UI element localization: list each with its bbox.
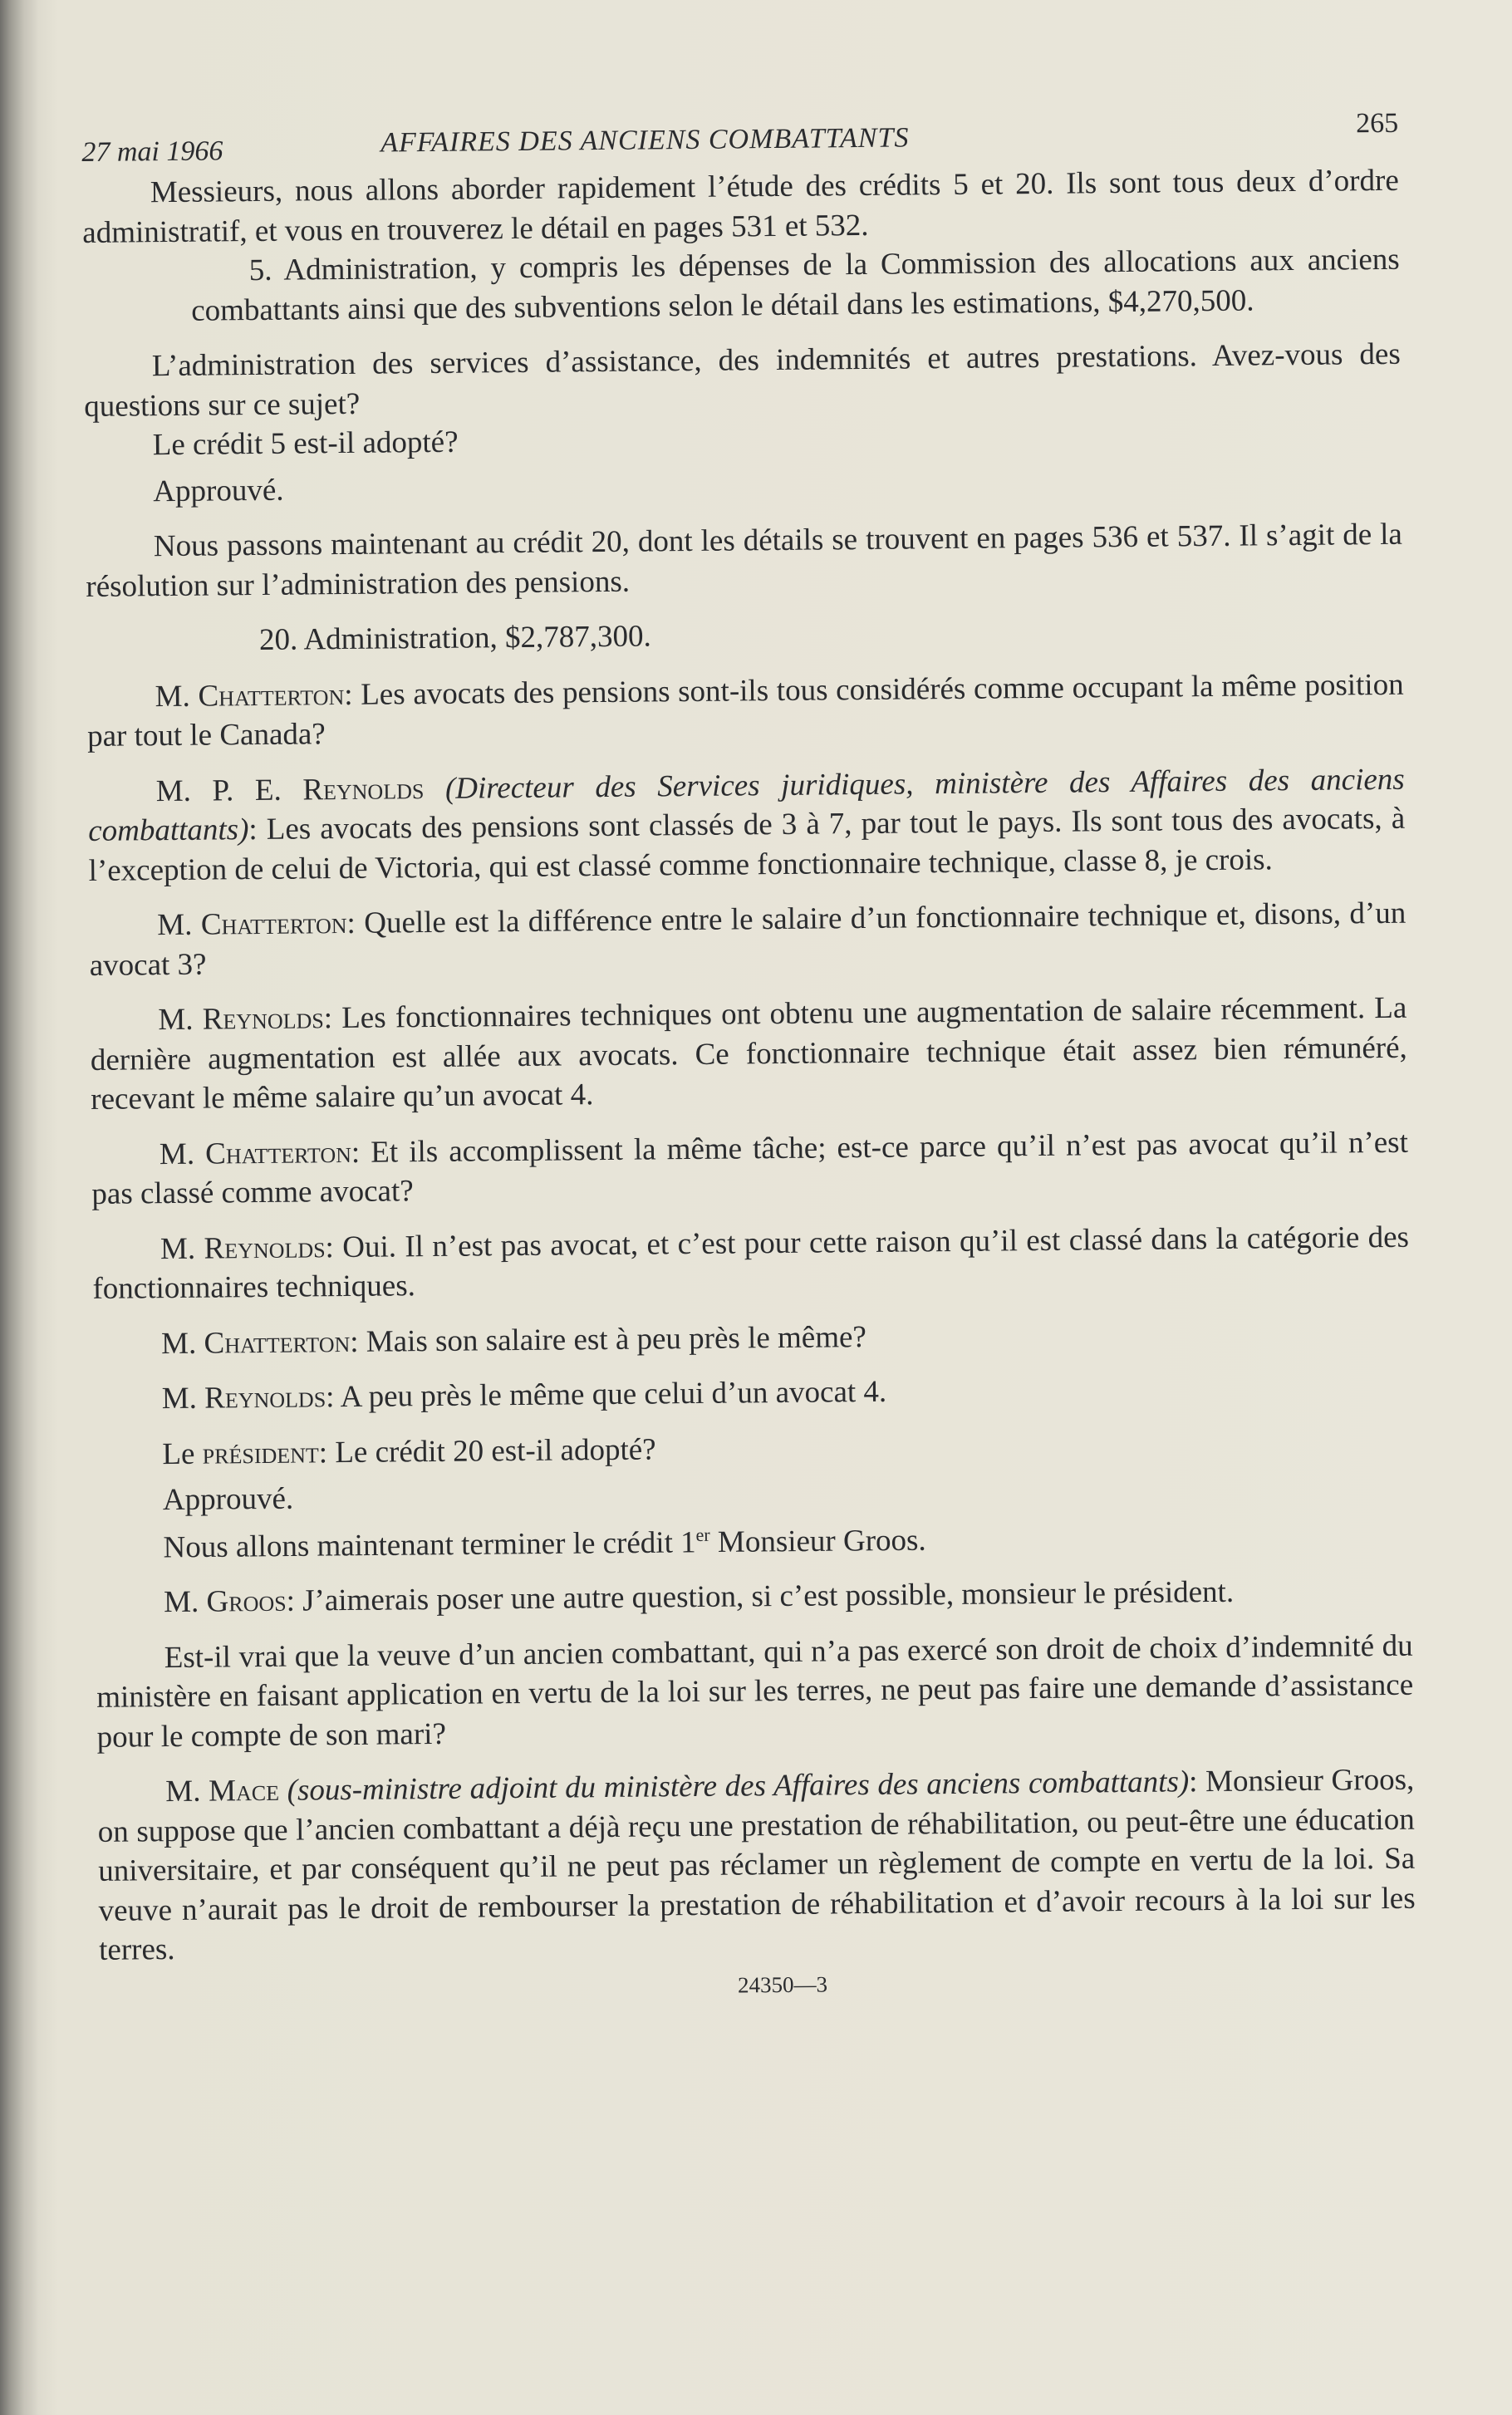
speech-text-2: Monsieur Groos. xyxy=(709,1523,926,1559)
paragraph-chatterton-1 xyxy=(86,665,1404,756)
speaker-name: M. Chatterton: xyxy=(157,906,356,943)
speech-text: Les fonctionnaires techniques ont obtenu une augmentation de salaire récemment. La dernière augmentation est allée aux avocats. Ce fonctionnaire technique était assez bien rémunéré, recevant le même salaire qu’un avocat 4. xyxy=(90,990,1407,1117)
vote-item-5-text: 5. Administration, y compris les dépenses de la Commission des allocations aux anciens combattants ainsi que des subventions selon le détail dans les estimations, $4,270,500. xyxy=(191,242,1400,328)
speech-text: Les avocats des pensions sont-ils tous considérés comme occupant la même position par tout le Canada? xyxy=(86,667,1404,753)
speaker-name: M. Chatterton: xyxy=(155,677,353,714)
speech-text: A peu près le même que celui d’un avocat 4. xyxy=(334,1374,887,1415)
paragraph-credit5-question: Le crédit 5 est-il adopté? xyxy=(152,425,459,463)
header-date: 27 mai 1966 xyxy=(81,135,223,168)
binding-shadow xyxy=(0,0,38,2415)
superscript-er: er xyxy=(695,1524,710,1545)
vote-item-20: 20. Administration, $2,787,300. xyxy=(258,619,651,657)
paragraph-approved-1: Approuvé. xyxy=(153,473,284,508)
speaker-name: M. Reynolds: xyxy=(160,1230,335,1266)
speaker-name: M. Groos: xyxy=(163,1583,296,1620)
paragraph-intro: Messieurs, nous allons aborder rapidement l’étude des crédits 5 et 20. Ils sont tous deux d’ordre administratif, et vous en trouverez le détail en pages 531 et 532. xyxy=(82,163,1399,250)
speech-text: Mais son salaire est à peu près le même? xyxy=(358,1319,867,1359)
speech-text: : Monsieur Groos, on suppose que l’ancien combattant a déjà reçu une prestation de réhabilitation, ou peut-être une éducation universitaire, et par conséquent qu’il ne peut pas réclamer un règlement de compte en vertu de la loi. Sa veuve n’aurait pas le droit de rembourser la prestation de réhabilitation et d’avoir recours à la loi sur les terres. xyxy=(97,1763,1416,1968)
speech-text: J’aimerais poser une autre question, si c’est possible, monsieur le président. xyxy=(294,1575,1235,1618)
vote-item-5 xyxy=(191,240,1401,331)
paragraph-chatterton-2 xyxy=(89,894,1406,985)
paragraph-chatterton-3 xyxy=(91,1122,1409,1214)
paragraph-groos-1 xyxy=(96,1571,1412,1623)
speaker-name: M. Chatterton: xyxy=(159,1135,361,1171)
paragraph-reynolds-4 xyxy=(94,1367,1411,1420)
paragraph-reynolds-3 xyxy=(92,1217,1410,1308)
speaker-role: (sous-ministre adjoint du ministère des Affaires des anciens combattants) xyxy=(287,1765,1190,1809)
speaker-name: M. Chatterton: xyxy=(160,1324,359,1361)
paragraph-reynolds-2 xyxy=(90,989,1407,1120)
speech-text: Et ils accomplissent la même tâche; est-ce parce qu’il n’est pas avocat qu’il n’est pas classé comme avocat? xyxy=(91,1125,1409,1211)
paragraph-chatterton-4 xyxy=(93,1312,1410,1364)
speaker-prefix: Le xyxy=(162,1436,203,1471)
signature-code: 24350—3 xyxy=(737,1971,828,1998)
paragraph-approved-2: Approuvé. xyxy=(162,1481,294,1518)
paragraph-reynolds-1 xyxy=(88,759,1406,891)
paragraph-mace-1 xyxy=(97,1760,1416,1971)
speech-text: : Le crédit 20 est-il adopté? xyxy=(318,1431,656,1470)
speech-text: Nous allons maintenant terminer le crédit 1 xyxy=(163,1524,696,1564)
speaker-name: M. P. E. Reynolds xyxy=(155,771,425,808)
speaker-name: M. Reynolds: xyxy=(158,1001,333,1038)
header-title: AFFAIRES DES ANCIENS COMBATTANTS xyxy=(380,122,910,159)
speaker-name: M. Reynolds: xyxy=(161,1380,335,1416)
speaker-name: président xyxy=(202,1435,320,1471)
paragraph-credit20: Nous passons maintenant au crédit 20, dont les détails se trouvent en pages 536 et 537. Il s’agit de la résolution sur l’administration des pensions. xyxy=(86,517,1403,604)
page-number: 265 xyxy=(1355,107,1399,140)
speech-text: : Les avocats des pensions sont classés de 3 à 7, par tout le pays. Ils sont tous des avocats, à l’exception de celui de Victoria, qui est classé comme fonctionnaire technique, classe 8, je crois. xyxy=(88,801,1406,888)
speaker-name: M. Mace xyxy=(165,1774,280,1809)
page-content xyxy=(81,108,1416,2005)
paragraph-president xyxy=(94,1422,1411,1475)
paragraph-assistance: L’administration des services d’assistance, des indemnités et autres prestations. Avez-vous des questions sur ce sujet? xyxy=(84,336,1401,424)
speech-text: Oui. Il n’est pas avocat, et c’est pour cette raison qu’il est classé dans la catégorie des fonctionnaires techniques. xyxy=(92,1220,1410,1306)
speaker-role: (Directeur des Services juridiques, ministère des Affaires des anciens combattants) xyxy=(88,762,1405,848)
paragraph-groos-2: Est-il vrai que la veuve d’un ancien combattant, qui n’a pas exercé son droit de choix d’indemnité du ministère en faisant application en vertu de la loi sur les terres, ne peut pas faire une demande d’assistance pour le compte de son mari? xyxy=(96,1628,1414,1755)
speech-text: Quelle est la différence entre le salaire d’un fonctionnaire technique et, disons, d’un avocat 3? xyxy=(89,896,1406,983)
